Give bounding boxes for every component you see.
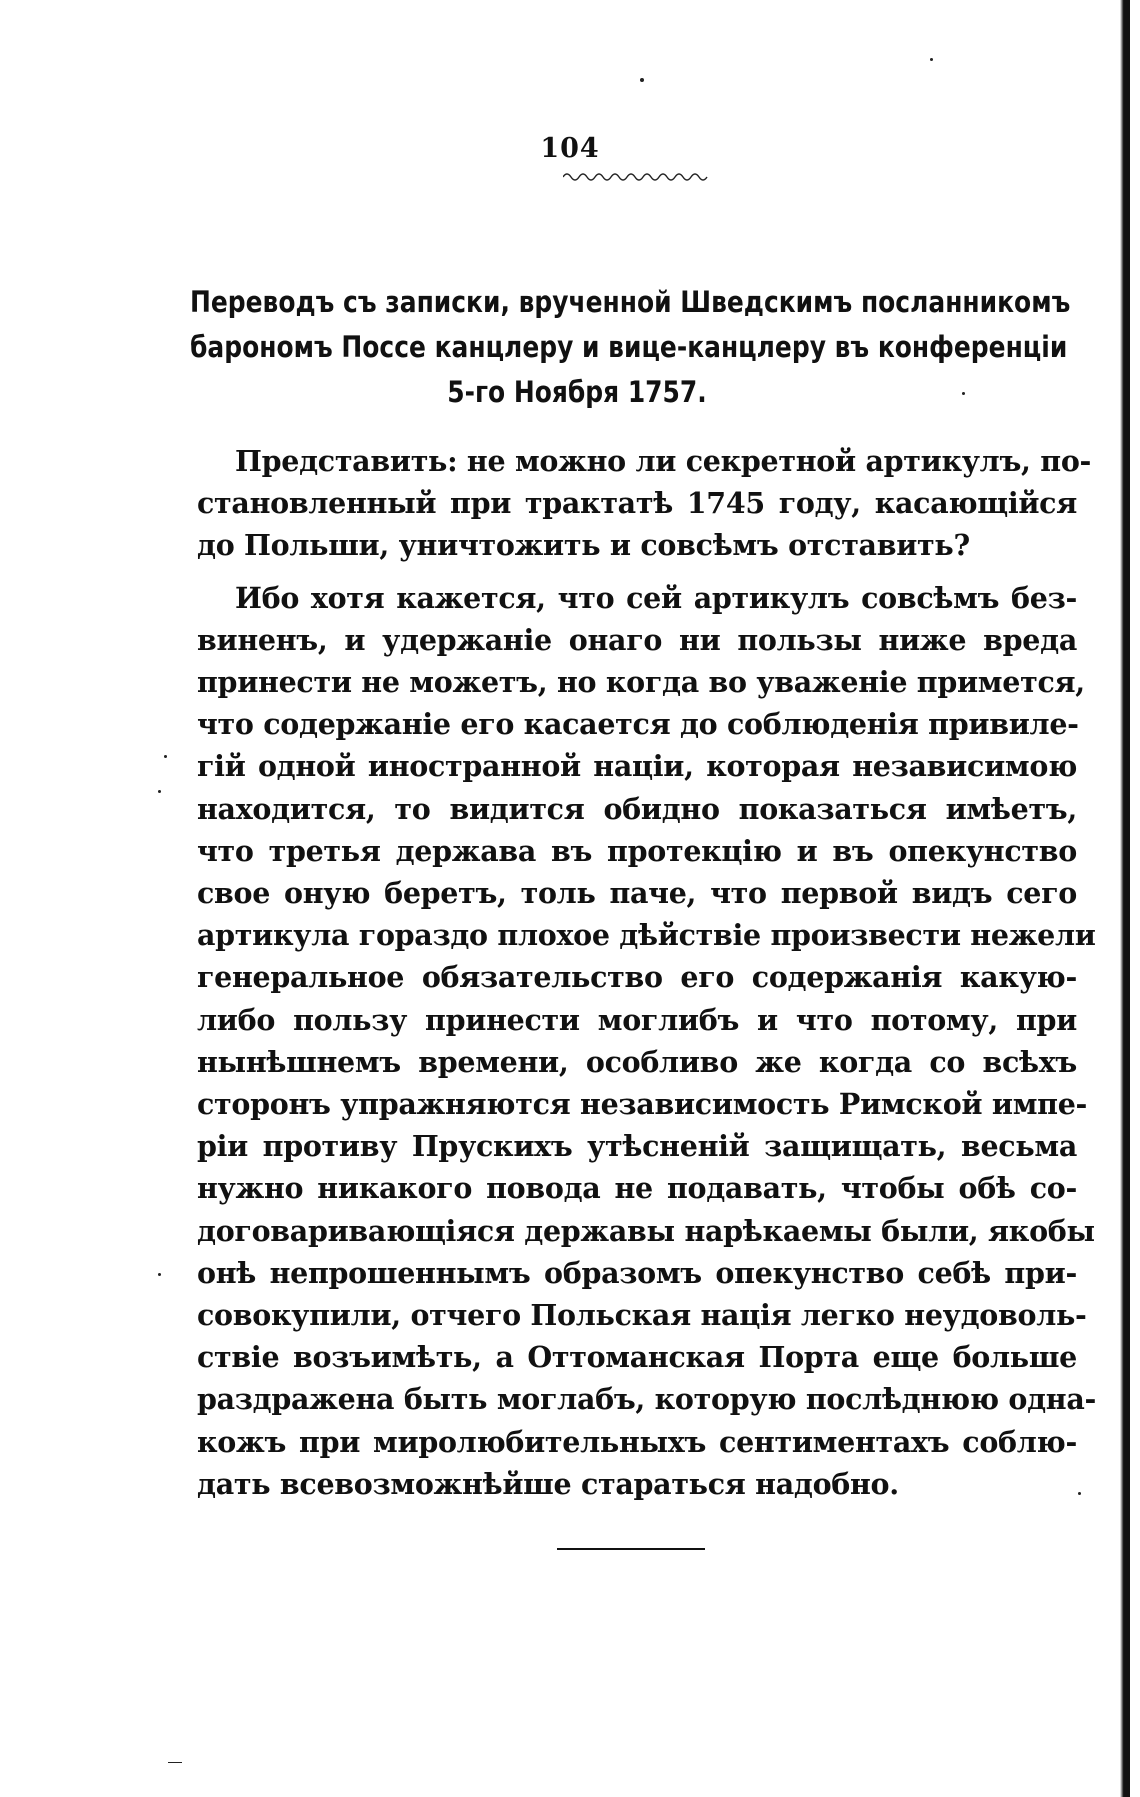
- text-line: дать всевозможнѣйше стараться надобно.: [197, 1466, 899, 1501]
- text-line: договаривающіяся державы нарѣкаемы были, якобы: [197, 1213, 1095, 1248]
- text-line: Представить: не можно ли секретной артикулъ, по-: [235, 444, 1092, 478]
- text-line: нужно никакого повода не подавать, чтобы обѣ со-: [197, 1171, 1077, 1206]
- print-speck: [158, 1273, 161, 1276]
- print-speck: [168, 1762, 182, 1763]
- text-line: до Польши, уничтожить и совсѣмъ отставить?: [197, 528, 970, 563]
- text-line: ріи противу Прускихъ утѣсненій защищать, весьма: [197, 1129, 1077, 1164]
- title-line-3: 5-го Ноября 1757.: [447, 375, 707, 409]
- print-speck: [640, 78, 644, 82]
- text-line: кожъ при миролюбительныхъ сентиментахъ соблю-: [197, 1424, 1077, 1459]
- end-rule-divider: [557, 1548, 705, 1550]
- wavy-ornament-divider: [563, 169, 713, 181]
- text-line: совокупили, отчего Польская нація легко неудоволь-: [197, 1298, 1087, 1333]
- text-line: онѣ непрошеннымъ образомъ опекунство себѣ при-: [197, 1255, 1077, 1290]
- text-line: раздражена быть моглабъ, которую послѣднюю одна-: [197, 1382, 1097, 1417]
- print-speck: [962, 392, 965, 395]
- paragraph-2: [197, 577, 1097, 1505]
- page-edge-shadow: [1120, 0, 1130, 1797]
- print-speck: [1078, 1492, 1081, 1495]
- text-line: артикула гораздо плохое дѣйствіе произвести нежели: [197, 918, 1096, 953]
- text-line: свое оную беретъ, толь паче, что первой видъ сего: [197, 876, 1077, 911]
- text-line: ствіе возъимѣть, а Оттоманская Порта еще больше: [197, 1340, 1077, 1375]
- text-line: виненъ, и удержаніе онаго ни пользы ниже вреда: [197, 622, 1077, 657]
- paragraph-1: [197, 440, 1092, 567]
- text-line: генеральное обязательство его содержанія какую-: [197, 960, 1077, 995]
- print-speck: [164, 755, 167, 758]
- page-number: 104: [540, 133, 600, 164]
- title-line-2: барономъ Поссе канцлеру и вице-канцлеру въ конференціи: [190, 330, 1068, 364]
- text-line: принести не можетъ, но когда во уваженіе примется,: [197, 665, 1085, 700]
- text-line: гій одной иностранной націи, которая независимою: [197, 749, 1077, 784]
- text-line: становленный при трактатѣ 1745 году, касающійся: [197, 486, 1077, 521]
- text-line: Ибо хотя кажется, что сей артикулъ совсѣмъ без-: [235, 580, 1077, 615]
- print-speck: [930, 58, 933, 61]
- text-line: находится, то видится обидно показаться имѣетъ,: [197, 791, 1077, 826]
- title-line-1: Переводъ съ записки, врученной Шведскимъ посланникомъ: [190, 285, 1071, 319]
- print-speck: [158, 790, 161, 793]
- text-line: сторонъ упражняются независимость Римской импе-: [197, 1087, 1088, 1122]
- document-title: [190, 280, 1071, 415]
- text-line: либо пользу принести моглибъ и что потому, при: [197, 1002, 1077, 1037]
- text-line: что содержаніе его касается до соблюденія привиле-: [197, 707, 1079, 742]
- text-line: нынѣшнемъ времени, особливо же когда со всѣхъ: [197, 1044, 1077, 1079]
- text-line: что третья держава въ протекцію и въ опекунство: [197, 833, 1077, 868]
- body-text: [197, 440, 1097, 1505]
